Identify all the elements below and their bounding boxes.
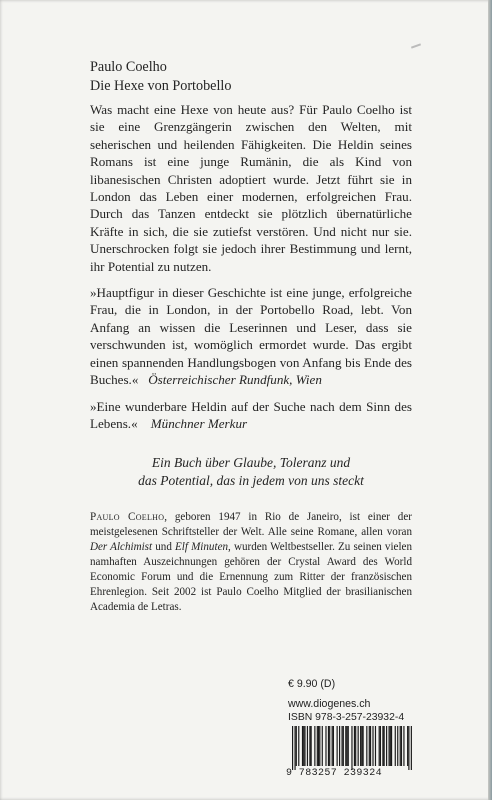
barcode-bar xyxy=(355,726,356,766)
quote-text: »Hauptfigur in dieser Geschichte ist eine junge, erfolgreiche Frau, die in London, in der Portobello Road, lebt. Von Anfang an wissen die Leserinnen und Leser, dass sie verschwunden ist, womöglich ermordet wurde. Das ergibt einen spannenden Handlungsbogen von Anfang bis Ende des Buches.« xyxy=(90,285,412,388)
quote-text: »Eine wunderbare Heldin auf der Suche nach dem Sinn des Lebens.« xyxy=(90,398,412,431)
tagline xyxy=(90,454,412,490)
bio-text: , wurden Weltbestseller. Zu seinen vielen namhaften Auszeichnungen gehören der Crystal Award des World Economic Forum und die Ernennung zum Ritter der französischen Ehrenlegion. Seit 2002 ist Paulo Coelho Mitglied der brasilianischen Academia de Letras. xyxy=(90,541,413,613)
barcode-bar xyxy=(307,726,308,766)
barcode-bar xyxy=(361,726,362,766)
author-name: Paulo Coelho xyxy=(90,59,167,75)
blurb-paragraph: Was macht eine Hexe von heute aus? Für Paulo Coelho ist sie eine Grenzgängerin zwischen den Welten, mit seherischen und heilenden Fähigkeiten. Die Heldin seines Romans ist eine junge Rumänin, die als Kind von libanesischen Christen adoptiert wurde. Jetzt führt sie in London das Leben einer modernen, erfolgreichen Frau. Durch das Tanzen entdeckt sie plötzlich übernatürliche Kräfte in sich, die sie zutiefst verstören. Und nicht nur sie. Unerschrocken folgt sie jedoch ihrer Bestimmung und lernt, ihr Potential zu nutzen. xyxy=(90,102,412,274)
barcode-bar xyxy=(296,726,297,766)
barcode-bar xyxy=(395,726,396,766)
barcode-bar xyxy=(403,726,404,766)
barcode-bar xyxy=(372,726,373,766)
review-quote-1 xyxy=(90,284,412,388)
barcode-bar xyxy=(386,726,387,766)
barcode-bar xyxy=(304,726,305,766)
barcode-bar xyxy=(311,726,312,766)
barcode-bar xyxy=(379,726,380,766)
barcode-bar xyxy=(370,726,371,766)
barcode-bar xyxy=(366,726,367,766)
barcode-bar xyxy=(339,726,340,766)
barcode-bar xyxy=(400,726,401,766)
barcode-bar xyxy=(397,726,398,766)
barcode-bar xyxy=(314,726,315,766)
bio-author-name: Paulo Coelho xyxy=(90,511,165,524)
bio-text: und xyxy=(152,541,175,554)
barcode-bar xyxy=(325,726,326,766)
quote-source: Österreichischer Rundfunk, Wien xyxy=(148,372,322,388)
barcode-bar xyxy=(384,726,385,766)
barcode-bar xyxy=(407,726,408,766)
barcode-bar xyxy=(390,726,391,766)
title-block xyxy=(90,58,412,96)
barcode-bar xyxy=(351,726,352,770)
barcode-bar xyxy=(317,726,318,766)
barcode-bar xyxy=(388,726,389,766)
tagline-line-1: Ein Buch über Glaube, Toleranz und xyxy=(151,455,351,471)
barcode-bar xyxy=(343,726,344,766)
barcode-bar xyxy=(309,726,310,766)
tagline-line-2: das Potential, das in jedem von uns steckt xyxy=(138,473,364,489)
bio-text: , geboren 1947 in Rio de Janeiro, ist einer der meistgelesenen Schriftsteller der Welt. Alle seine Romane, allen voran xyxy=(90,511,412,539)
barcode-bar xyxy=(348,726,349,766)
barcode-bar xyxy=(328,726,329,766)
barcode-bar xyxy=(303,726,304,766)
barcode-bar xyxy=(337,726,338,766)
publisher-url: www.diogenes.ch xyxy=(288,698,371,710)
barcode-digits: 9 783257 239324 xyxy=(286,768,383,779)
barcode-bar xyxy=(382,726,383,766)
barcode-bar xyxy=(318,726,319,766)
isbn-label: ISBN 978-3-257-23932-4 xyxy=(288,712,405,723)
barcode-bar xyxy=(391,726,392,766)
barcode-bar xyxy=(369,726,370,766)
print-mark xyxy=(411,43,421,48)
price-label: € 9.90 (D) xyxy=(288,678,336,690)
barcode-bar xyxy=(322,726,323,766)
cover-edge xyxy=(488,0,492,800)
barcode-bar xyxy=(319,726,320,766)
barcode-bar xyxy=(380,726,381,766)
review-quote-2 xyxy=(90,398,412,433)
bio-book-title: Der Alchimist xyxy=(90,541,153,554)
barcode-bar xyxy=(298,726,299,766)
barcode-bar xyxy=(292,726,293,770)
barcode-bar xyxy=(408,726,409,770)
barcode-bar xyxy=(346,726,347,766)
barcode-bar xyxy=(329,726,330,766)
barcode-bar xyxy=(363,726,364,766)
quote-source: Münchner Merkur xyxy=(150,415,248,431)
barcode-bar xyxy=(302,726,303,766)
book-title: Die Hexe von Portobello xyxy=(90,78,232,94)
barcode-bar xyxy=(358,726,359,766)
barcode-bar xyxy=(411,726,412,770)
barcode-bar xyxy=(332,726,333,766)
barcode-bars xyxy=(292,726,412,770)
barcode-bar xyxy=(354,726,355,766)
cover-text xyxy=(90,58,412,615)
bio-book-title: Elf Minuten xyxy=(175,541,229,554)
barcode-bar xyxy=(294,726,295,770)
barcode-bar xyxy=(360,726,361,766)
barcode-bar xyxy=(333,726,334,766)
barcode-bar xyxy=(345,726,346,766)
barcode-bar xyxy=(401,726,402,766)
author-bio xyxy=(90,510,412,614)
barcode-bar xyxy=(341,726,342,766)
barcode-bar xyxy=(375,726,376,766)
